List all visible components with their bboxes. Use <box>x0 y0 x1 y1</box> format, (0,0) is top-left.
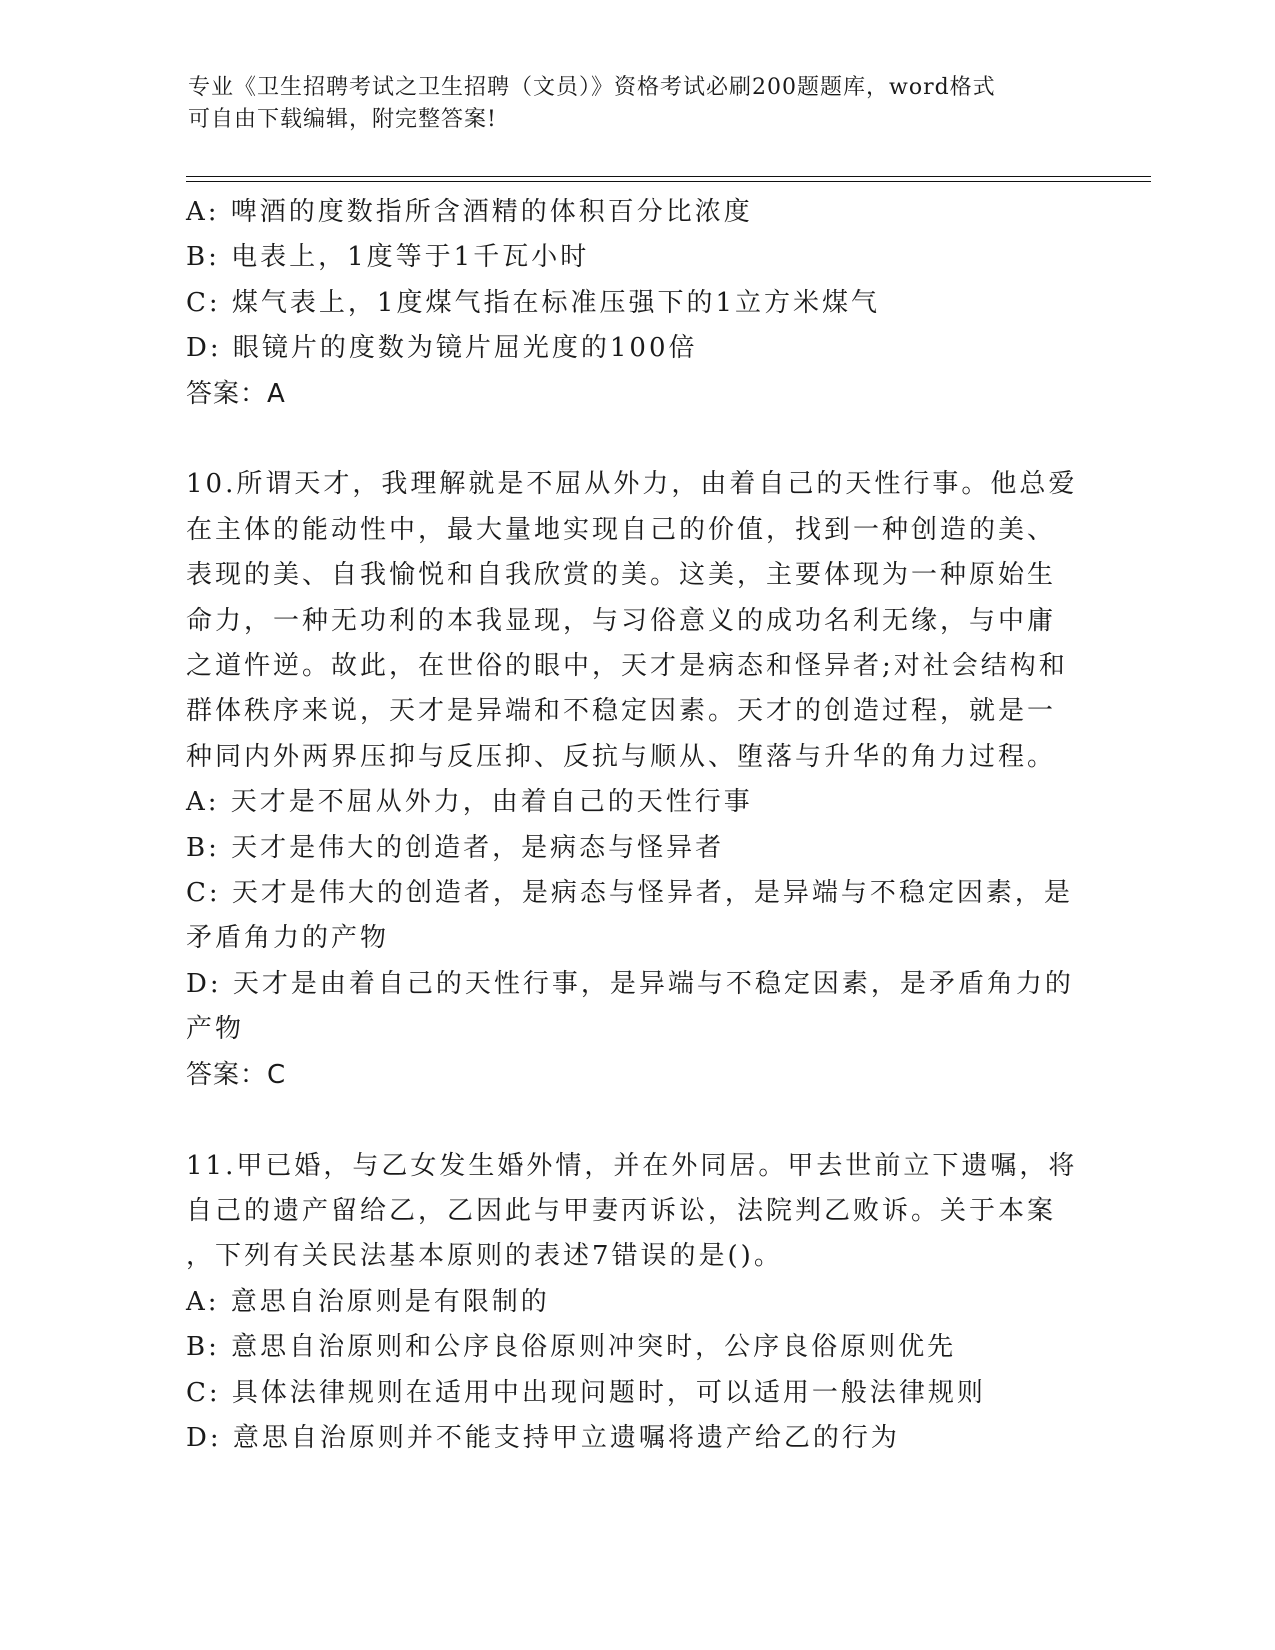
q10-option-d-cont: 产物 <box>186 1014 245 1045</box>
question-10 <box>186 462 1086 1098</box>
q9-option-c: C: 煤气表上，1度煤气指在标准压强下的1立方米煤气 <box>186 287 881 318</box>
q10-stem-line: 种同内外两界压抑与反压抑、反抗与顺从、堕落与升华的角力过程。 <box>186 741 1057 772</box>
q11-stem-line: 11.甲已婚，与乙女发生婚外情，并在外同居。甲去世前立下遗嘱，将 <box>186 1150 1078 1181</box>
q10-option-a: A: 天才是不屈从外力，由着自己的天性行事 <box>186 787 753 818</box>
header-line-1: 专业《卫生招聘考试之卫生招聘（文员）》资格考试必刷200题题库，word格式 <box>188 75 996 100</box>
spacer <box>186 417 1086 462</box>
q9-option-b: B: 电表上，1度等于1千瓦小时 <box>186 242 590 273</box>
q10-option-c: C: 天才是伟大的创造者，是病态与怪异者，是异端与不稳定因素，是 <box>186 878 1073 909</box>
q10-stem-line: 10.所谓天才，我理解就是不屈从外力，由着自己的天性行事。他总爱 <box>186 469 1078 500</box>
header-rule-top <box>186 176 1151 177</box>
q9-option-d: D: 眼镜片的度数为镜片屈光度的100倍 <box>186 333 698 364</box>
q11-stem-line: ，下列有关民法基本原则的表述7错误的是()。 <box>186 1241 783 1272</box>
q10-option-d: D: 天才是由着自己的天性行事，是异端与不稳定因素，是矛盾角力的 <box>186 968 1074 999</box>
q11-stem-line: 自己的遗产留给乙，乙因此与甲妻丙诉讼，法院判乙败诉。关于本案 <box>186 1195 1057 1226</box>
q10-option-b: B: 天才是伟大的创造者，是病态与怪异者 <box>186 832 725 863</box>
q11-option-c: C: 具体法律规则在适用中出现问题时，可以适用一般法律规则 <box>186 1377 986 1408</box>
header-line-2: 可自由下载编辑，附完整答案! <box>188 107 497 132</box>
q9-option-a: A: 啤酒的度数指所含酒精的体积百分比浓度 <box>186 197 753 227</box>
q10-stem-line: 表现的美、自我愉悦和自我欣赏的美。这美，主要体现为一种原始生 <box>186 560 1057 591</box>
q10-answer: 答案：C <box>186 1059 287 1090</box>
q10-option-c-cont: 矛盾角力的产物 <box>186 923 390 954</box>
question-9 <box>186 190 1086 417</box>
q11-option-d: D: 意思自治原则并不能支持甲立遗嘱将遗产给乙的行为 <box>186 1422 900 1453</box>
q10-stem-line: 在主体的能动性中，最大量地实现自己的价值，找到一种创造的美、 <box>186 514 1057 545</box>
header-rule-bottom <box>186 181 1151 182</box>
spacer <box>186 1098 1086 1143</box>
document-body <box>186 190 1086 1461</box>
document-header <box>188 72 1088 136</box>
q11-option-b: B: 意思自治原则和公序良俗原则冲突时，公序良俗原则优先 <box>186 1332 957 1363</box>
q9-answer: 答案：A <box>186 378 286 409</box>
q10-stem-line: 之道忤逆。故此，在世俗的眼中，天才是病态和怪异者;对社会结构和 <box>186 651 1068 682</box>
q11-option-a: A: 意思自治原则是有限制的 <box>186 1286 550 1317</box>
q10-stem-line: 命力，一种无功利的本我显现，与习俗意义的成功名利无缘，与中庸 <box>186 605 1057 636</box>
question-11 <box>186 1144 1086 1462</box>
q10-stem-line: 群体秩序来说，天才是异端和不稳定因素。天才的创造过程，就是一 <box>186 696 1057 727</box>
